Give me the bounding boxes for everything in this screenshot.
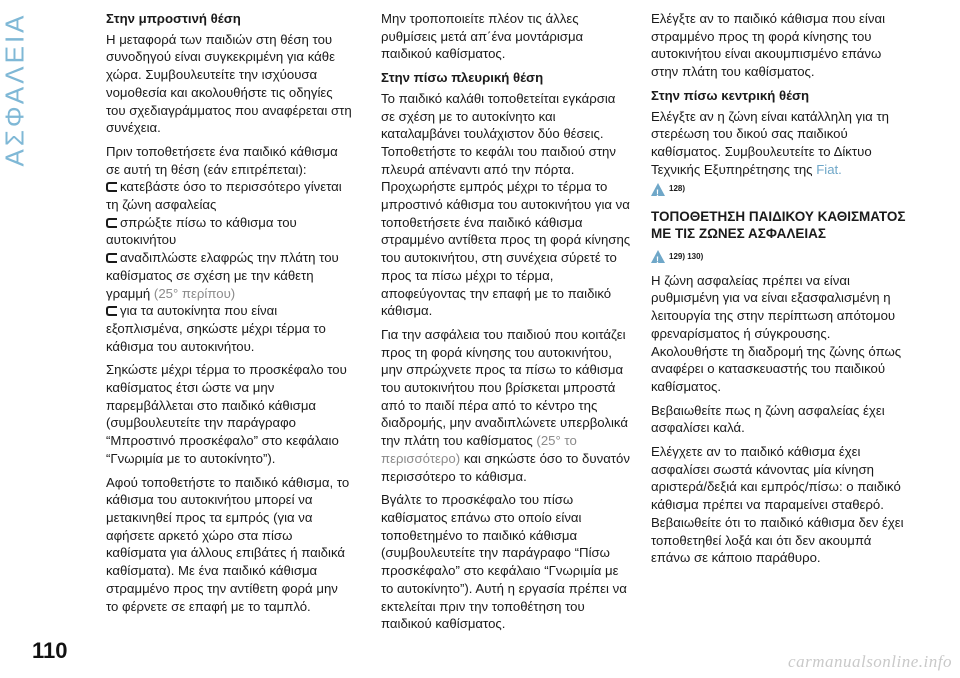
paragraph: Βεβαιωθείτε πως η ζώνη ασφαλείας έχει ασφαλίσει καλά. [651, 402, 885, 436]
bullet-item: κατεβάστε όσο το περισσότερο γίνεται τη ζώνη ασφαλείας [106, 179, 342, 213]
paragraph: Ελέγξτε αν η ζώνη είναι κατάλληλη για τη στερέωση του δικού σας παιδικού καθίσματος. Συμβουλευτείτε το Δίκτυο Τεχνικής Εξυπηρέτησης της Fiat. [651, 108, 890, 177]
bullet-item: για τα αυτοκίνητα που είναι εξοπλισμένα, σηκώστε μέχρι τέρμα το κάθισμα του αυτοκινήτου. [106, 303, 326, 354]
paragraph: Ελέγχετε αν το παιδικό κάθισμα έχει ασφαλίσει σωστά κάνοντας μία κίνηση αριστερά/δεξιά και εμπρός/πίσω: ο παιδικό κάθισμα πρέπει να παραμείνει σταθερό. Βεβαιωθείτε ότι το παιδικό κάθισμα δεν έχει τοποθετηθεί λοξά και ότι δεν ακουμπά επάνω σε κάποιο παράθυρο. [651, 444, 904, 566]
warning-icon [651, 183, 665, 196]
paragraph: Για την ασφάλεια του παιδιού που κοιτάζει προς τη φορά κίνησης του αυτοκινήτου, μην σπρώχνετε προς τα πίσω το κάθισμα του αυτοκινήτου που βρίσκεται μπροστά από το παιδί πέρα από το κέντρο της διαδρομής, μην αναδιπλώνετε υπερβολικά την πλάτη του καθίσματος (25° το περισσότερο) και σηκώστε όσο το δυνατόν περισσότερο το κάθισμα. [381, 326, 630, 484]
heading-belt-install: ΤΟΠΟΘΕΤΗΣΗ ΠΑΙΔΙΚΟΥ ΚΑΘΙΣΜΑΤΟΣ ΜΕ ΤΙΣ ΖΩΝΕΣ ΑΣΦΑΛΕΙΑΣ [651, 209, 906, 242]
paragraph: Βγάλτε το προσκέφαλο του πίσω καθίσματος επάνω στο οποίο είναι τοποθετημένο το παιδικό κάθισμα (συμβουλευτείτε την παράγραφο “Πίσω προσκέφαλο” στο κεφάλαιο “Γνωριμία με το αυτοκίνητο”). Αυτή η εργασία πρέπει να εκτελείται πριν την τοποθέτηση του παιδικού καθίσματος. [381, 492, 627, 632]
column-3 [651, 10, 906, 573]
paragraph: Αφού τοποθετήστε το παιδικό κάθισμα, το κάθισμα του αυτοκινήτου μπορεί να μετακινηθεί προς τα εμπρός (για να αφήσετε αρκετό χώρο στα πίσω καθίσματα για άλλους επιβάτες ή παιδικά καθίσματα). Με ένα παιδικό κάθισμα στραμμένο προς την αντίθετη φορά μην το φέρνετε σε επαφή με το ταμπλό. [106, 474, 350, 614]
page-number: 110 [32, 638, 68, 663]
bullet-item: αναδιπλώστε ελαφρώς την πλάτη του καθίσματος σε σχέση με την κάθετη γραμμή (25° περίπου) [106, 250, 339, 301]
column-2 [381, 10, 633, 639]
paragraph: Η ζώνη ασφαλείας πρέπει να είναι ρυθμισμένη για να είναι εξασφαλισμένη η λειτουργία της στην περίπτωση απότομου φρεναρίσματος ή σύγκρουσης. Ακολουθήστε τη διαδρομή της ζώνης όπως αναφέρει ο κατασκευαστής του παιδικού καθίσματος. [651, 272, 902, 394]
bullet-icon [106, 182, 117, 192]
bullet-icon [106, 253, 117, 263]
bullet-item: σπρώξτε πίσω το κάθισμα του αυτοκινήτου [106, 214, 297, 248]
paragraph: Η μεταφορά των παιδιών στη θέση του συνοδηγού είναι συγκεκριμένη για κάθε χώρα. Συμβουλευτείτε την ισχύουσα νομοθεσία και ακολουθήστε τις οδηγίες του σχεδιαγράμματος που αναφέρεται στη συνέχεια. [106, 31, 352, 136]
paragraph: Το παιδικό καλάθι τοποθετείται εγκάρσια σε σχέση με το αυτοκίνητο και καταλαμβάνει τουλάχιστον δύο θέσεις. Τοποθετήστε το κεφάλι του παιδιού στην πλευρά απέναντι από την πόρτα. Προχωρήστε εμπρός μέχρι το τέρμα το μπροστινό κάθισμα του αυτοκινήτου για να τοποθετήσετε ένα παιδικό κάθισμα στραμμένο αντίθετα προς τη φορά κίνησης του αυτοκινήτου, στη συνέχεια σύρετέ το προς τα πίσω μέχρι το τέρμα, αποφεύγοντας την επαφή με το παιδικό κάθισμα. [381, 90, 631, 319]
bullet-icon [106, 218, 117, 228]
heading-rear-side-seat: Στην πίσω πλευρική θέση [381, 70, 544, 86]
warning-reference: ! 129) 130) [651, 248, 906, 266]
warning-icon [651, 250, 665, 263]
watermark: carmanualsonline.info [788, 652, 952, 671]
column-1 [106, 10, 352, 621]
heading-rear-center-seat: Στην πίσω κεντρική θέση [651, 87, 810, 103]
paragraph: Ελέγξτε αν το παιδικό κάθισμα που είναι στραμμένο προς τη φορά κίνησης του αυτοκινήτου είναι ακουμπισμένο επάνω στην πλάτη του καθίσματος. [651, 11, 886, 80]
bullet-icon [106, 306, 117, 316]
section-tab-label: ΑΣΦΑΛΕΙΑ [0, 11, 30, 167]
heading-front-seat: Στην μπροστινή θέση [106, 11, 241, 26]
paragraph: Μην τροποποιείτε πλέον τις άλλες ρυθμίσεις μετά απ΄ένα μοντάρισμα παιδικού καθίσματος. [381, 11, 584, 62]
brand-link: Fiat. [816, 161, 842, 177]
paragraph: Πριν τοποθετήσετε ένα παιδικό κάθισμα σε αυτή τη θέση (εάν επιτρέπεται): [106, 143, 338, 177]
warning-reference: ! 128) [651, 180, 906, 198]
section-tab [0, 11, 30, 167]
paragraph: Σηκώστε μέχρι τέρμα το προσκέφαλο του καθίσματος έτσι ώστε να μην παρεμβάλλεται στο παιδικό κάθισμα (συμβουλευτείτε την παράγραφο “Μπροστινό προσκέφαλο” στο κεφάλαιο “Γνωριμία με το αυτοκίνητο”). [106, 362, 347, 466]
